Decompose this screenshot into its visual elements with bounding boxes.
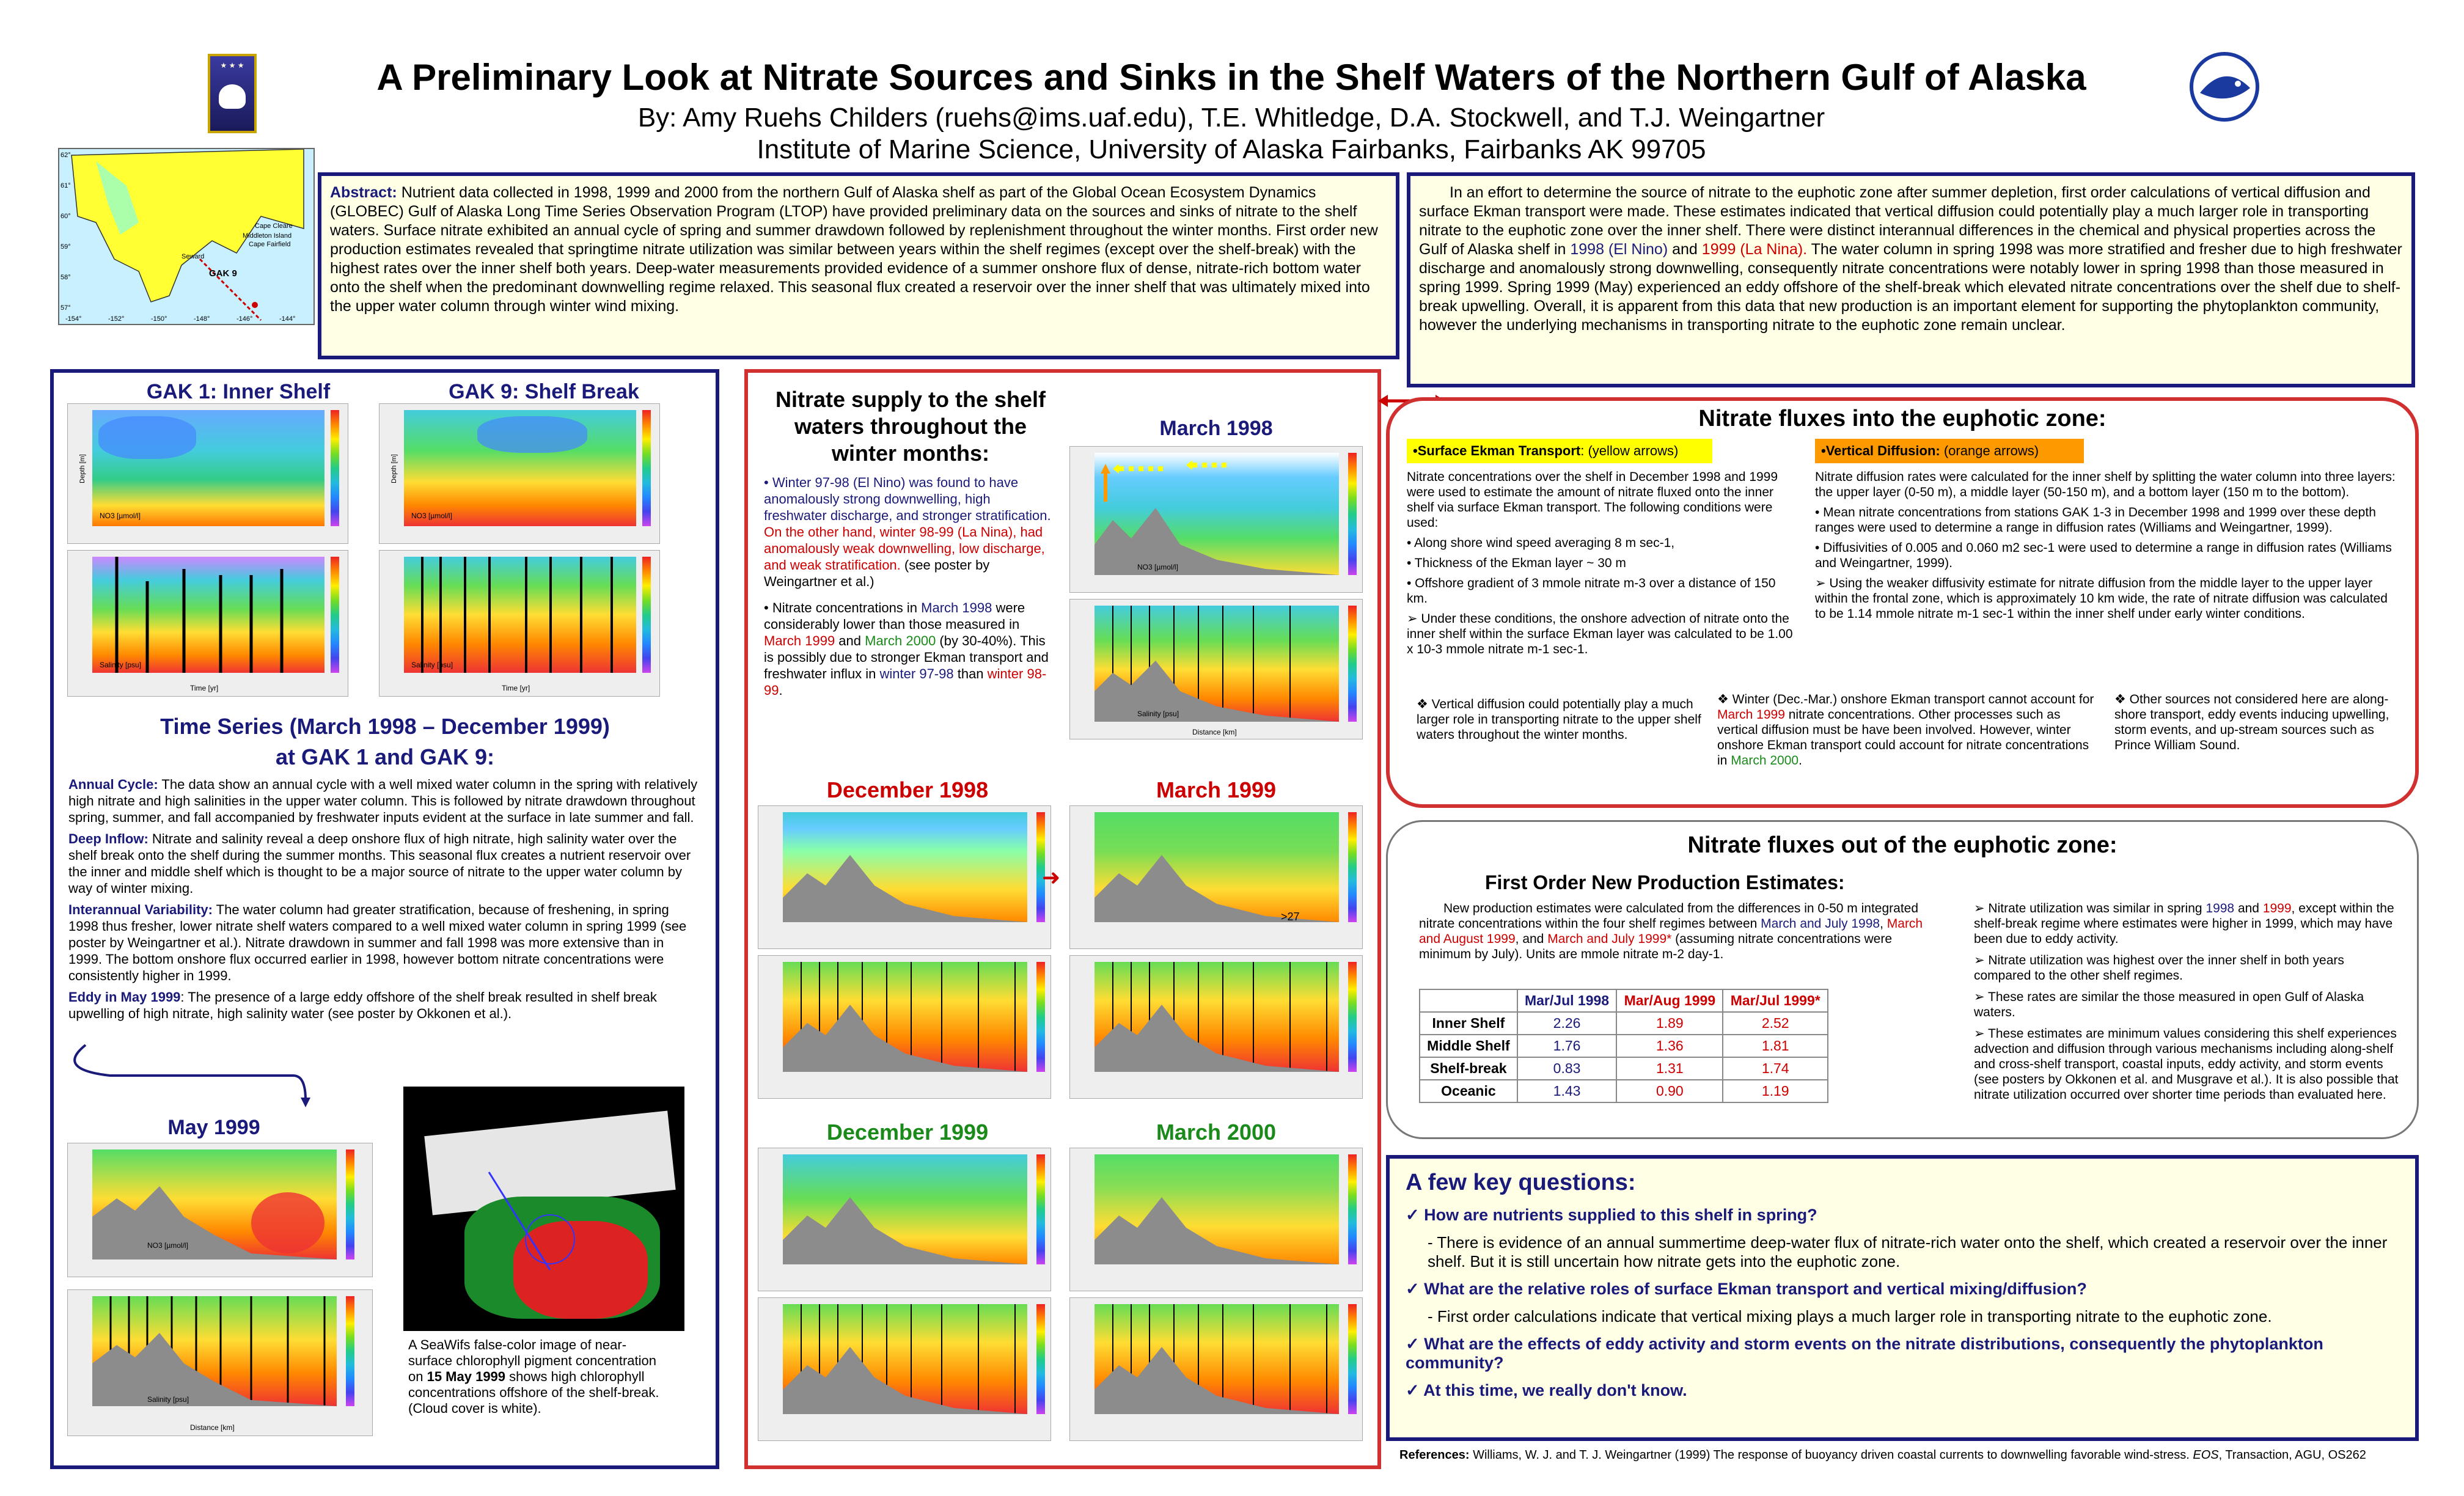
dec98-no3-plot [758, 805, 1051, 949]
mar00-salinity-plot [1069, 1297, 1363, 1441]
b2-m99: March 1999 [764, 633, 835, 648]
eddy-text: : The presence of a large eddy offshore of the shelf break resulted in shelf break upwelling of high nitrate, high salinity water (see poster by Okkonen et al.). [68, 989, 657, 1021]
annual-label: Annual Cycle: [68, 777, 158, 792]
may99-salinity-plot [67, 1289, 373, 1436]
b2a: • Nitrate concentrations in [764, 600, 922, 615]
result-1 [1974, 901, 2402, 947]
ts-title-line-1: Time Series (March 1998 – December 1999) [160, 714, 610, 739]
map-lon-tick: -150° [151, 315, 167, 323]
table-cell: 2.26 [1517, 1012, 1616, 1035]
mar99-salinity-plot [1069, 955, 1363, 1099]
ts-title-line-2: at GAK 1 and GAK 9: [275, 744, 495, 769]
table-cell: 1.74 [1723, 1057, 1828, 1080]
ekman-head: •Surface Ekman Transport [1413, 443, 1581, 458]
result-4: ➢ These estimates are minimum values considering this shelf experiences advection and diffusion through various mechanisms including along-shelf and cross-shelf transport, coastal inputs, eddy activity, and storm events (see posters by Okkonen et al. and Musgrave et al.). It is also possible that nitrate utilization occurred over shorter time periods than evaluated here. [1974, 1027, 2399, 1102]
b2-w97: winter 97-98 [879, 666, 954, 681]
time-axis-label: Time [yr] [502, 684, 530, 692]
distance-axis-label: Distance [km] [190, 1423, 235, 1432]
abstract-body: Nutrient data collected in 1998, 1999 and 2000 from the northern Gulf of Alaska shelf as part of the Global Ocean Ecosystem Dynamics (GLOBEC) Gulf of Alaska Long Time Series Observation Program (LTOP) have provided preliminary data on the sources and sinks of nitrate to the shelf waters. Surface nitrate exhibited an annual cycle of spring and summer drawdown followed by replenishment throughout the winter months. First order new production estimates revealed that springtime nitrate utilization was similar between years within the shelf regimes (except over the shelf-break) with the highest rates over the inner shelf both years. Deep-water measurements provided evidence of a summer onshore flux of dense, nitrate-rich bottom water onto the shelf when the predominant downwelling regime relaxed. This seasonal flux created a reservoir over the inner shelf that was ultimately mixed into the upper water column through winter wind mixing. [330, 184, 1378, 315]
fluxes-into-title: Nitrate fluxes into the euphotic zone: [1698, 406, 2106, 431]
authors-line: By: Amy Ruehs Childers (ruehs@ims.uaf.edu), T.E. Whitledge, D.A. Stockwell, and T.J. Weingartner [637, 103, 1825, 133]
time-axis-label: Time [yr] [190, 684, 219, 692]
gt27-label: >27 [1281, 911, 1300, 923]
r1and: and [2234, 901, 2263, 915]
dec99-no3-plot [758, 1148, 1051, 1291]
result-3: ➢ These rates are similar the those measured in open Gulf of Alaska waters. [1974, 990, 2364, 1019]
intro-and: and [1672, 241, 1698, 258]
intro-1999: 1999 (La Nina). [1701, 241, 1808, 258]
b2than: than [953, 666, 988, 681]
gak9-title: GAK 9: Shelf Break [449, 380, 639, 403]
fo-intro-a: New production estimates were calculated from the differences in 0-50 m integrated nitrate concentrations within the four shelf regimes between [1419, 901, 1919, 931]
b2b: were considerably lower than those measured in [764, 600, 1025, 632]
table-cell: 1.31 [1616, 1057, 1723, 1080]
table-cell: 0.90 [1616, 1080, 1723, 1102]
vd-b3: ➢ Using the weaker diffusivity estimate for nitrate diffusion from the middle layer to the upper layer within the frontal zone, which is approximately 10 km wide, the rate of nitrate diffusion was calculated to be 1.14 mmole nitrate m-1 sec-1 within the inner shelf under early winter conditions. [1815, 576, 2388, 621]
b2and: and [835, 633, 865, 648]
gak9-salinity-plot [379, 550, 660, 697]
gak9-no3-plot [379, 403, 660, 544]
arrow-dec98-to-mar99: ➜ [1042, 865, 1061, 890]
map-station-label: GAK 9 [209, 268, 237, 279]
salinity-label: Salinity [psu] [1137, 710, 1179, 718]
new-production-table [1419, 989, 1828, 1103]
c2b: nitrate concentrations. Other processes such as vertical diffusion must be have been involved. However, winter onshore Ekman transport could account for nitrate concentrations in [1717, 708, 2089, 768]
stars-decoration: ★ ★ ★ [220, 61, 244, 70]
fluxes-out-subtitle: First Order New Production Estimates: [1485, 871, 1845, 893]
table-cell: 1.81 [1723, 1035, 1828, 1057]
mar00-no3-plot [1069, 1148, 1363, 1291]
mar99-no3-plot [1069, 805, 1363, 949]
may-1999-title: May 1999 [167, 1116, 260, 1139]
depth-axis-label: Depth [m] [390, 454, 398, 483]
gak1-no3-plot [67, 403, 348, 544]
table-header-row [1420, 989, 1828, 1012]
march-1999-title: March 1999 [1156, 777, 1277, 802]
question-3: ✓ What are the effects of eddy activity and storm events on the nitrate distributions, consequently the phytoplankton community? [1406, 1335, 2323, 1372]
answer-2: - First order calculations indicate that vertical mixing plays a much larger role in transporting nitrate to the euphotic zone. [1428, 1307, 2272, 1326]
fluxes-out-intro [1419, 901, 1926, 962]
answer-1: - There is evidence of an annual summertime deep-water flux of nitrate-rich water onto the shelf, which created a reservoir over the inner shelf. But it is still uncertain how nitrate gets into the euphotic zone. [1428, 1233, 2388, 1270]
row-label: Oceanic [1420, 1080, 1517, 1102]
salinity-label: Salinity [psu] [100, 661, 142, 669]
table-row [1420, 1080, 1828, 1102]
ekman-tag [1407, 439, 1712, 463]
fo-m99b: March and July 1999* [1547, 932, 1672, 946]
map-lat-tick: 59° [61, 243, 71, 251]
vd-sub: (orange arrows) [1940, 443, 2039, 458]
inter-label: Interannual Variability: [68, 902, 213, 917]
depth-axis-label: Depth [m] [78, 454, 86, 483]
fluxes-out-results [1974, 901, 2402, 1102]
uaf-logo [208, 54, 257, 133]
b2-w98: winter 98-99 [764, 666, 1047, 698]
b2c: (by 30-40%). This is possibly due to stronger Ekman transport and freshwater influx in [764, 633, 1049, 681]
table-cell: 1.36 [1616, 1035, 1723, 1057]
eddy-note [68, 989, 698, 1022]
no3-label: NO3 [µmol/l] [411, 512, 452, 520]
b2-m98: March 1998 [921, 600, 992, 615]
globec-logo [2182, 50, 2267, 123]
study-area-map [58, 148, 315, 325]
fo-m98: March and July 1998 [1761, 917, 1880, 931]
no3-label: NO3 [µmol/l] [147, 1241, 188, 1250]
time-series-notes [68, 776, 698, 1022]
table-row [1420, 1057, 1828, 1080]
fo-comma: , [1880, 917, 1887, 931]
c2end: . [1799, 754, 1802, 768]
table-row [1420, 1035, 1828, 1057]
conclusion-3: ❖ Other sources not considered here are along-shore transport, eddy events inducing upwelling, storm events, and up-stream sources such as Prince William Sound. [2114, 692, 2389, 752]
r1-99: 1999 [2262, 901, 2292, 915]
deep-text: Nitrate and salinity reveal a deep onshore flux of high nitrate, high salinity water over the shelf break onto the shelf during the summer months. This seasonal flux creates a nutrient reservoir over the inner and middle shelf which is thought to be a major source of nitrate to the upper water column by way of winter mixing. [68, 831, 691, 896]
bullet-winter [764, 474, 1051, 590]
map-lat-tick: 61° [61, 182, 71, 189]
b2end: . [779, 683, 783, 698]
map-lat-tick: 60° [61, 213, 71, 220]
c2-m00: March 2000 [1731, 754, 1799, 768]
eddy-callout-arrow [61, 1039, 318, 1112]
abstract-label: Abstract: [330, 184, 397, 201]
references [1399, 1448, 2414, 1462]
ekman-b4: ➢ Under these conditions, the onshore advection of nitrate onto the inner shelf within the surface Ekman layer was calculated to be 1.00 x 10-3 mmole nitrate m-1 sec-1. [1407, 612, 1793, 656]
seawifs-caption [408, 1337, 665, 1417]
references-journal: EOS [2193, 1448, 2219, 1462]
c2a: ❖ Winter (Dec.-Mar.) onshore Ekman transport cannot account for [1717, 692, 2094, 706]
row-label: Shelf-break [1420, 1057, 1517, 1080]
conclusion-2 [1717, 692, 2102, 768]
map-lon-tick: -152° [108, 315, 125, 323]
table-cell: 0.83 [1517, 1057, 1616, 1080]
references-text: Williams, W. J. and T. J. Weingartner (1999) The response of buoyancy driven coastal currents to downwelling favorable wind-stress. [1473, 1448, 2193, 1462]
annual-text: The data show an annual cycle with a well mixed water column in the spring with relatively high nitrate and high salinities in the upper water column. This is followed by nitrate drawdown throughout spring, summer, and fall accompanied by freshwater inputs evident at the surface in late summer and fall. [68, 777, 698, 825]
intro-part-1: In an effort to determine the source of nitrate to the euphotic zone after summer depletion, first order calculations of vertical diffusion and surface Ekman transport were made. These estimates indicated that vertical diffusion could potentially play a much larger role in transporting nitrate to the euphotic zone over the inner shelf. There were distinct interannual differences in the chemical and physical properties across the Gulf of Alaska shelf in [1419, 184, 2376, 258]
fish-logo-icon [2182, 50, 2267, 123]
fo-and: , and [1515, 932, 1548, 946]
page-title: A Preliminary Look at Nitrate Sources and Sinks in the Shelf Waters of the Northern Gulf of Alaska [376, 57, 2086, 98]
deep-inflow-note [68, 831, 698, 897]
r1b: , except within the shelf-break regime where estimates were higher in 1999, which may have been due to eddy activity. [1974, 901, 2394, 946]
deep-label: Deep Inflow: [68, 831, 148, 846]
seawifs-image [403, 1087, 684, 1331]
map-lon-tick: -144° [279, 315, 296, 323]
result-2: ➢ Nitrate utilization was highest over the inner shelf in both years compared to the other shelf regimes. [1974, 953, 2344, 983]
vd-text [1815, 469, 2402, 622]
b1a: • Winter 97-98 (El Nino) was found to have anomalously strong downwelling, high freshwater discharge, and stronger stratification. [764, 475, 1051, 523]
fo-m99a: March and August 1999 [1419, 917, 1923, 946]
fo-intro-b: (assuming nitrate concentrations were minimum by July). Units are mmole nitrate m-2 day-1. [1419, 932, 1892, 961]
vd-tag [1815, 439, 2084, 463]
b2-m00: March 2000 [865, 633, 936, 648]
row-label: Middle Shelf [1420, 1035, 1517, 1057]
may99-no3-plot [67, 1143, 373, 1277]
b1c: (see poster by Weingartner et al.) [764, 557, 990, 589]
map-label-middleton: Middleton Island [243, 232, 292, 240]
salinity-label: Salinity [psu] [411, 661, 453, 669]
references-label: References: [1399, 1448, 1470, 1462]
map-label-cape-fairfield: Cape Fairfield [249, 241, 291, 248]
inter-text: The water column had greater stratification, because of freshening, in spring 1998 thus fresher, lower nitrate shelf waters compared to a well mixed water column in spring 1999 (see poster by Weingartner et al.). Nitrate drawdown in summer and fall 1998 was more extensive than in 1999. The bottom onshore flux occurred earlier in 1998, however bottom nitrate concentrations were consistently higher in 1999. [68, 902, 687, 983]
table-cell: 1.43 [1517, 1080, 1616, 1102]
map-lon-tick: -148° [194, 315, 210, 323]
interannual-note [68, 901, 698, 984]
seawifs-caption-1: A SeaWifs false-color image of near-surface chlorophyll pigment concentration on [408, 1337, 657, 1384]
table-cell: 1.19 [1723, 1080, 1828, 1102]
gak1-salinity-plot [67, 550, 348, 697]
no3-label: NO3 [µmol/l] [1137, 563, 1178, 571]
map-lat-tick: 62° [61, 152, 71, 159]
polar-bear-icon [219, 84, 246, 109]
question-1: ✓ How are nutrients supplied to this shelf in spring? [1406, 1206, 1817, 1224]
table-row [1420, 1012, 1828, 1035]
middle-bullets [764, 474, 1051, 698]
december-1999-title: December 1999 [826, 1120, 989, 1145]
abstract-box [318, 172, 1399, 359]
references-end: , Transaction, AGU, OS262 [2218, 1448, 2366, 1462]
december-1998-title: December 1998 [826, 777, 989, 802]
dec98-salinity-plot [758, 955, 1051, 1099]
question-4: ✓ At this time, we really don't know. [1406, 1381, 1687, 1399]
intro-1998: 1998 (El Nino) [1570, 241, 1668, 258]
table-header-cell: Mar/Jul 1999* [1723, 989, 1828, 1012]
gak1-title: GAK 1: Inner Shelf [146, 380, 331, 403]
ekman-intro: Nitrate concentrations over the shelf in December 1998 and 1999 were used to estimate the amount of nitrate fluxed onto the inner shelf via surface Ekman transport. The following conditions were used: [1407, 470, 1778, 530]
ekman-b3: • Offshore gradient of 3 mmole nitrate m-3 over a distance of 150 km. [1407, 576, 1776, 606]
dec99-salinity-plot [758, 1297, 1051, 1441]
questions-box [1386, 1155, 2419, 1441]
map-label-cape-cleare: Cape Cleare [255, 222, 293, 230]
cast-lines [92, 557, 324, 673]
ekman-b2: • Thickness of the Ekman layer ~ 30 m [1407, 556, 1626, 570]
cast-lines [404, 557, 636, 673]
ekman-text [1407, 469, 1798, 657]
time-series-title [55, 711, 715, 772]
map-lon-tick: -154° [65, 315, 82, 323]
salinity-label: Salinity [psu] [147, 1395, 189, 1404]
institution-line: Institute of Marine Science, University of Alaska Fairbanks, Fairbanks AK 99705 [757, 134, 1706, 164]
map-lat-tick: 58° [61, 274, 71, 281]
ekman-b1: • Along shore wind speed averaging 8 m sec-1, [1407, 536, 1675, 550]
table-cell: 1.89 [1616, 1012, 1723, 1035]
map-label-seward: Seward [182, 253, 205, 260]
vd-b1: • Mean nitrate concentrations from stations GAK 1-3 in December 1998 and 1999 over these depth ranges were used to determine a range in diffusion rates (Williams and Weingartner, 1999). [1815, 505, 2376, 535]
r1a: ➢ Nitrate utilization was similar in spring [1974, 901, 2206, 915]
mar98-salinity-plot [1069, 599, 1363, 739]
intro-text [1419, 183, 2403, 335]
vd-b2: • Diffusivities of 0.005 and 0.060 m2 sec-1 were used to determine a range in diffusion rates (Williams and Weingartner, 1999). [1815, 541, 2392, 570]
table-cell: 2.52 [1723, 1012, 1828, 1035]
eddy-label: Eddy in May 1999 [68, 989, 181, 1005]
table-header-cell: Mar/Jul 1998 [1517, 989, 1616, 1012]
map-lat-tick: 57° [61, 304, 71, 312]
r1-98: 1998 [2206, 901, 2235, 915]
annual-cycle-note [68, 776, 698, 826]
intro-part-2: The water column in spring 1998 was more stratified and fresher due to high freshwater discharge and anomalously strong downwelling, consequently nitrate concentrations were notably lower in spring 1998 than those measured in spring 1999. Spring 1999 (May) experienced an eddy offshore of the shelf-break which elevated nitrate concentrations over the shelf due to shelf-break upwelling. Overall, it is apparent from this data that new production is an important element for supporting the phytoplankton community, however the underlying mechanisms in transporting nitrate to the euphotic zone remain unclear. [1419, 241, 2402, 334]
conclusion-1: ❖ Vertical diffusion could potentially play a much larger role in transporting nitrate to the upper shelf waters throughout the winter months. [1417, 697, 1701, 742]
intro-box [1407, 172, 2415, 387]
table-cell: 1.76 [1517, 1035, 1616, 1057]
fluxes-out-title: Nitrate fluxes out of the euphotic zone: [1687, 832, 2118, 858]
row-label: Inner Shelf [1420, 1012, 1517, 1035]
c2-m99: March 1999 [1717, 708, 1785, 722]
middle-title: Nitrate supply to the shelf waters throughout the winter months: [775, 387, 1046, 466]
ekman-sub: : (yellow arrows) [1580, 443, 1679, 458]
mar98-no3-plot [1069, 446, 1363, 593]
question-2: ✓ What are the relative roles of surface Ekman transport and vertical mixing/diffusion? [1406, 1280, 2087, 1298]
seawifs-date: 15 May 1999 [427, 1369, 506, 1384]
map-lon-tick: -146° [237, 315, 253, 323]
march-2000-title: March 2000 [1156, 1120, 1277, 1145]
bullet-nitrate [764, 600, 1051, 698]
distance-axis-label: Distance [km] [1192, 728, 1237, 736]
table-header-cell [1420, 989, 1517, 1012]
b1b: On the other hand, winter 98-99 (La Nina), had anomalously weak downwelling, low discharge, and weak stratification. [764, 524, 1045, 573]
table-header-cell: Mar/Aug 1999 [1616, 989, 1723, 1012]
questions-title: A few key questions: [1406, 1170, 1636, 1195]
vd-head: •Vertical Diffusion: [1821, 443, 1940, 458]
abstract-text [330, 183, 1387, 316]
seawifs-caption-2: shows high chlorophyll concentrations offshore of the shelf-break. (Cloud cover is white). [408, 1369, 659, 1416]
vd-intro: Nitrate diffusion rates were calculated for the inner shelf by splitting the water column into three layers: the upper layer (0-50 m), a middle layer (50-150 m), and a bottom layer (150 m to the bottom). [1815, 470, 2396, 499]
march-1998-title: March 1998 [1159, 417, 1273, 440]
no3-label: NO3 [µmol/l] [100, 512, 141, 520]
